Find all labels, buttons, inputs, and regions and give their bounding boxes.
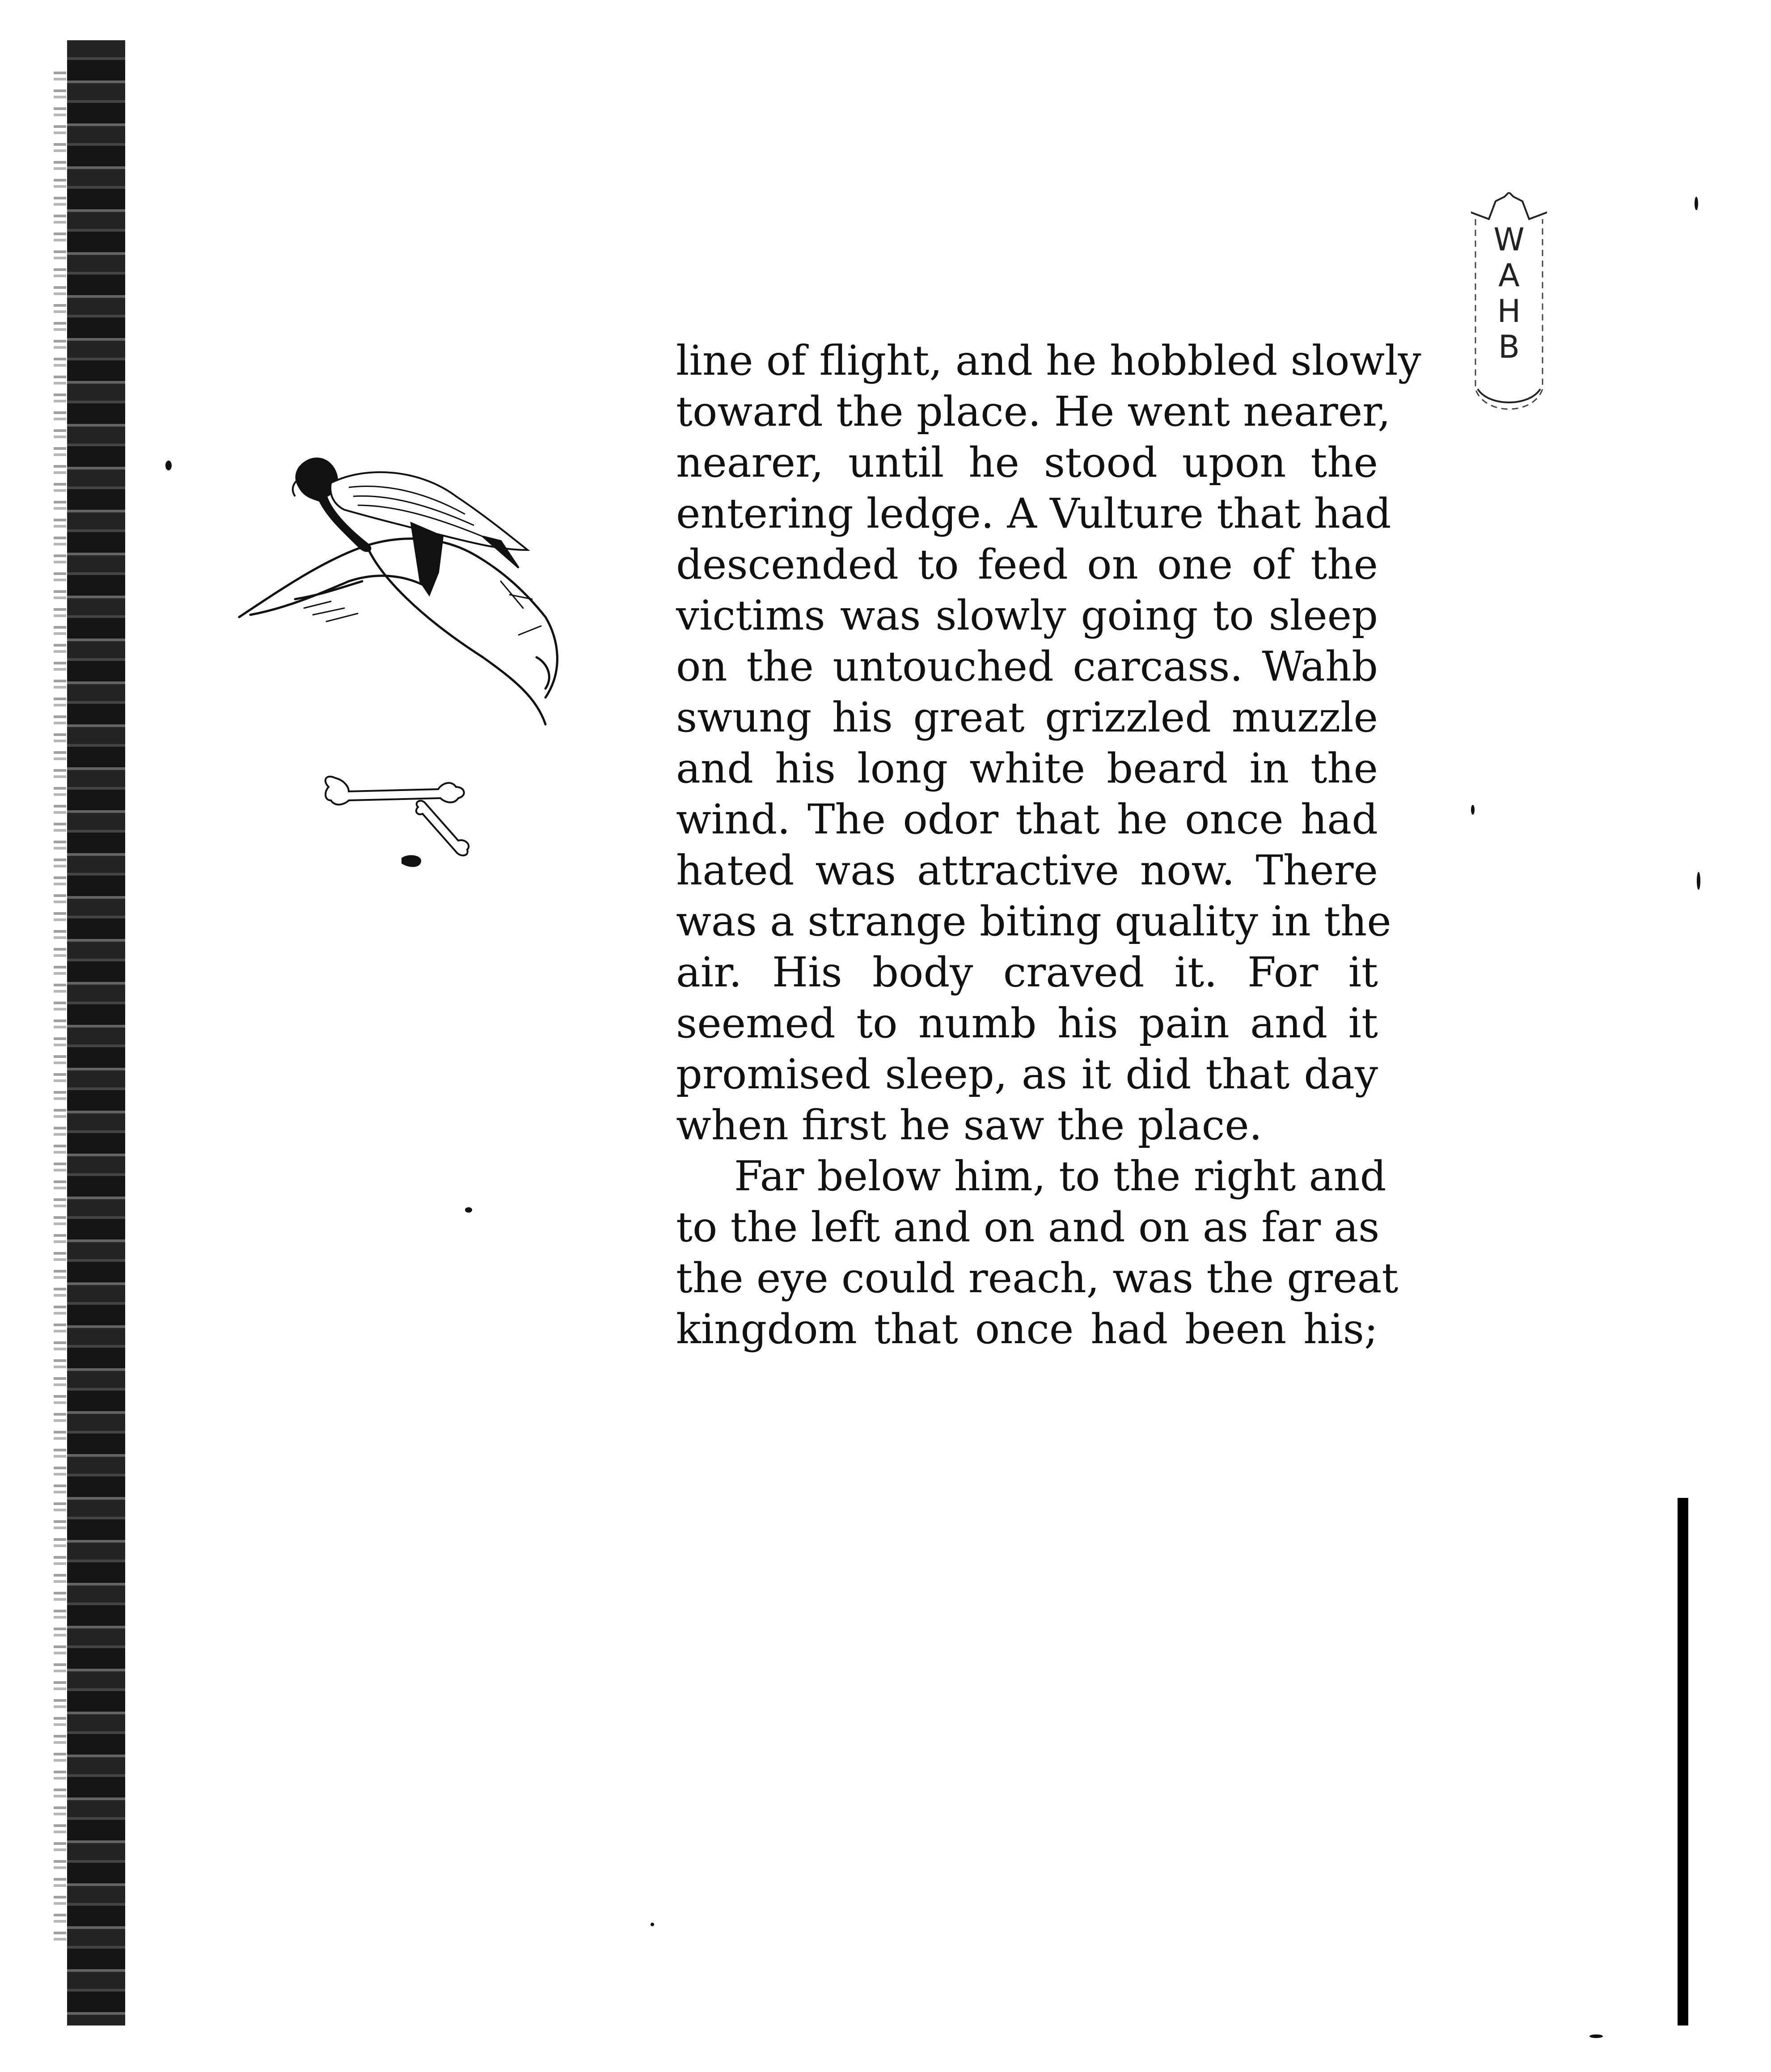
monogram-crown-icon	[1471, 192, 1547, 219]
text-line: victims was slowly going to sleep	[676, 592, 1378, 639]
text-line: air. His body craved it. For it	[676, 948, 1378, 996]
text-line: was a strange biting quality in the	[676, 897, 1391, 945]
text-line: toward the place. He went nearer,	[676, 388, 1391, 436]
text-line: wind. The odor that he once had	[676, 795, 1378, 843]
text-line: kingdom that once had been his;	[676, 1305, 1378, 1353]
text-line: descended to feed on one of the	[676, 541, 1378, 588]
monogram-letter: A	[1498, 257, 1520, 294]
monogram-letter: B	[1498, 329, 1520, 365]
scan-binding-shadow	[67, 40, 125, 2025]
vulture-illustration	[232, 447, 572, 885]
text-line: hated was attractive now. There	[676, 846, 1378, 894]
vulture-on-carcass-icon	[239, 539, 557, 724]
text-line: entering ledge. A Vulture that had	[676, 490, 1391, 537]
paragraph	[676, 1151, 1399, 1355]
text-line: nearer, until he stood upon the	[676, 439, 1378, 486]
text-line: Far below him, to the right and	[734, 1152, 1386, 1200]
scan-speck	[651, 1923, 654, 1926]
scan-speck	[1695, 197, 1698, 210]
text-line: and his long white beard in the	[676, 744, 1378, 792]
scan-speck	[1471, 805, 1475, 815]
text-line: the eye could reach, was the great	[676, 1254, 1399, 1302]
paragraph	[676, 335, 1421, 1151]
body-text	[676, 335, 1421, 1355]
scan-speck	[1697, 872, 1700, 890]
text-line: on the untouched carcass. Wahb	[676, 643, 1378, 690]
wahb-monogram	[1471, 192, 1547, 425]
vulture-wing	[330, 472, 528, 595]
text-line: seemed to numb his pain and it	[676, 999, 1378, 1047]
text-line: when first he saw the place.	[676, 1101, 1262, 1149]
text-line: line of flight, and he hobbled slowly	[676, 337, 1421, 385]
scan-speck	[1589, 2034, 1603, 2038]
text-line: swung his great grizzled muzzle	[676, 693, 1378, 741]
monogram-letter: H	[1497, 293, 1521, 330]
scan-edge-right	[1678, 1498, 1688, 2025]
scan-speck	[465, 1207, 472, 1213]
scan-speck	[165, 461, 172, 470]
bones-icon	[325, 777, 469, 866]
text-line: to the left and on and on as far as	[676, 1203, 1380, 1251]
scan-binding-noise	[54, 72, 66, 1949]
text-line: promised sleep, as it did that day	[676, 1050, 1378, 1098]
monogram-letter: W	[1493, 221, 1525, 258]
